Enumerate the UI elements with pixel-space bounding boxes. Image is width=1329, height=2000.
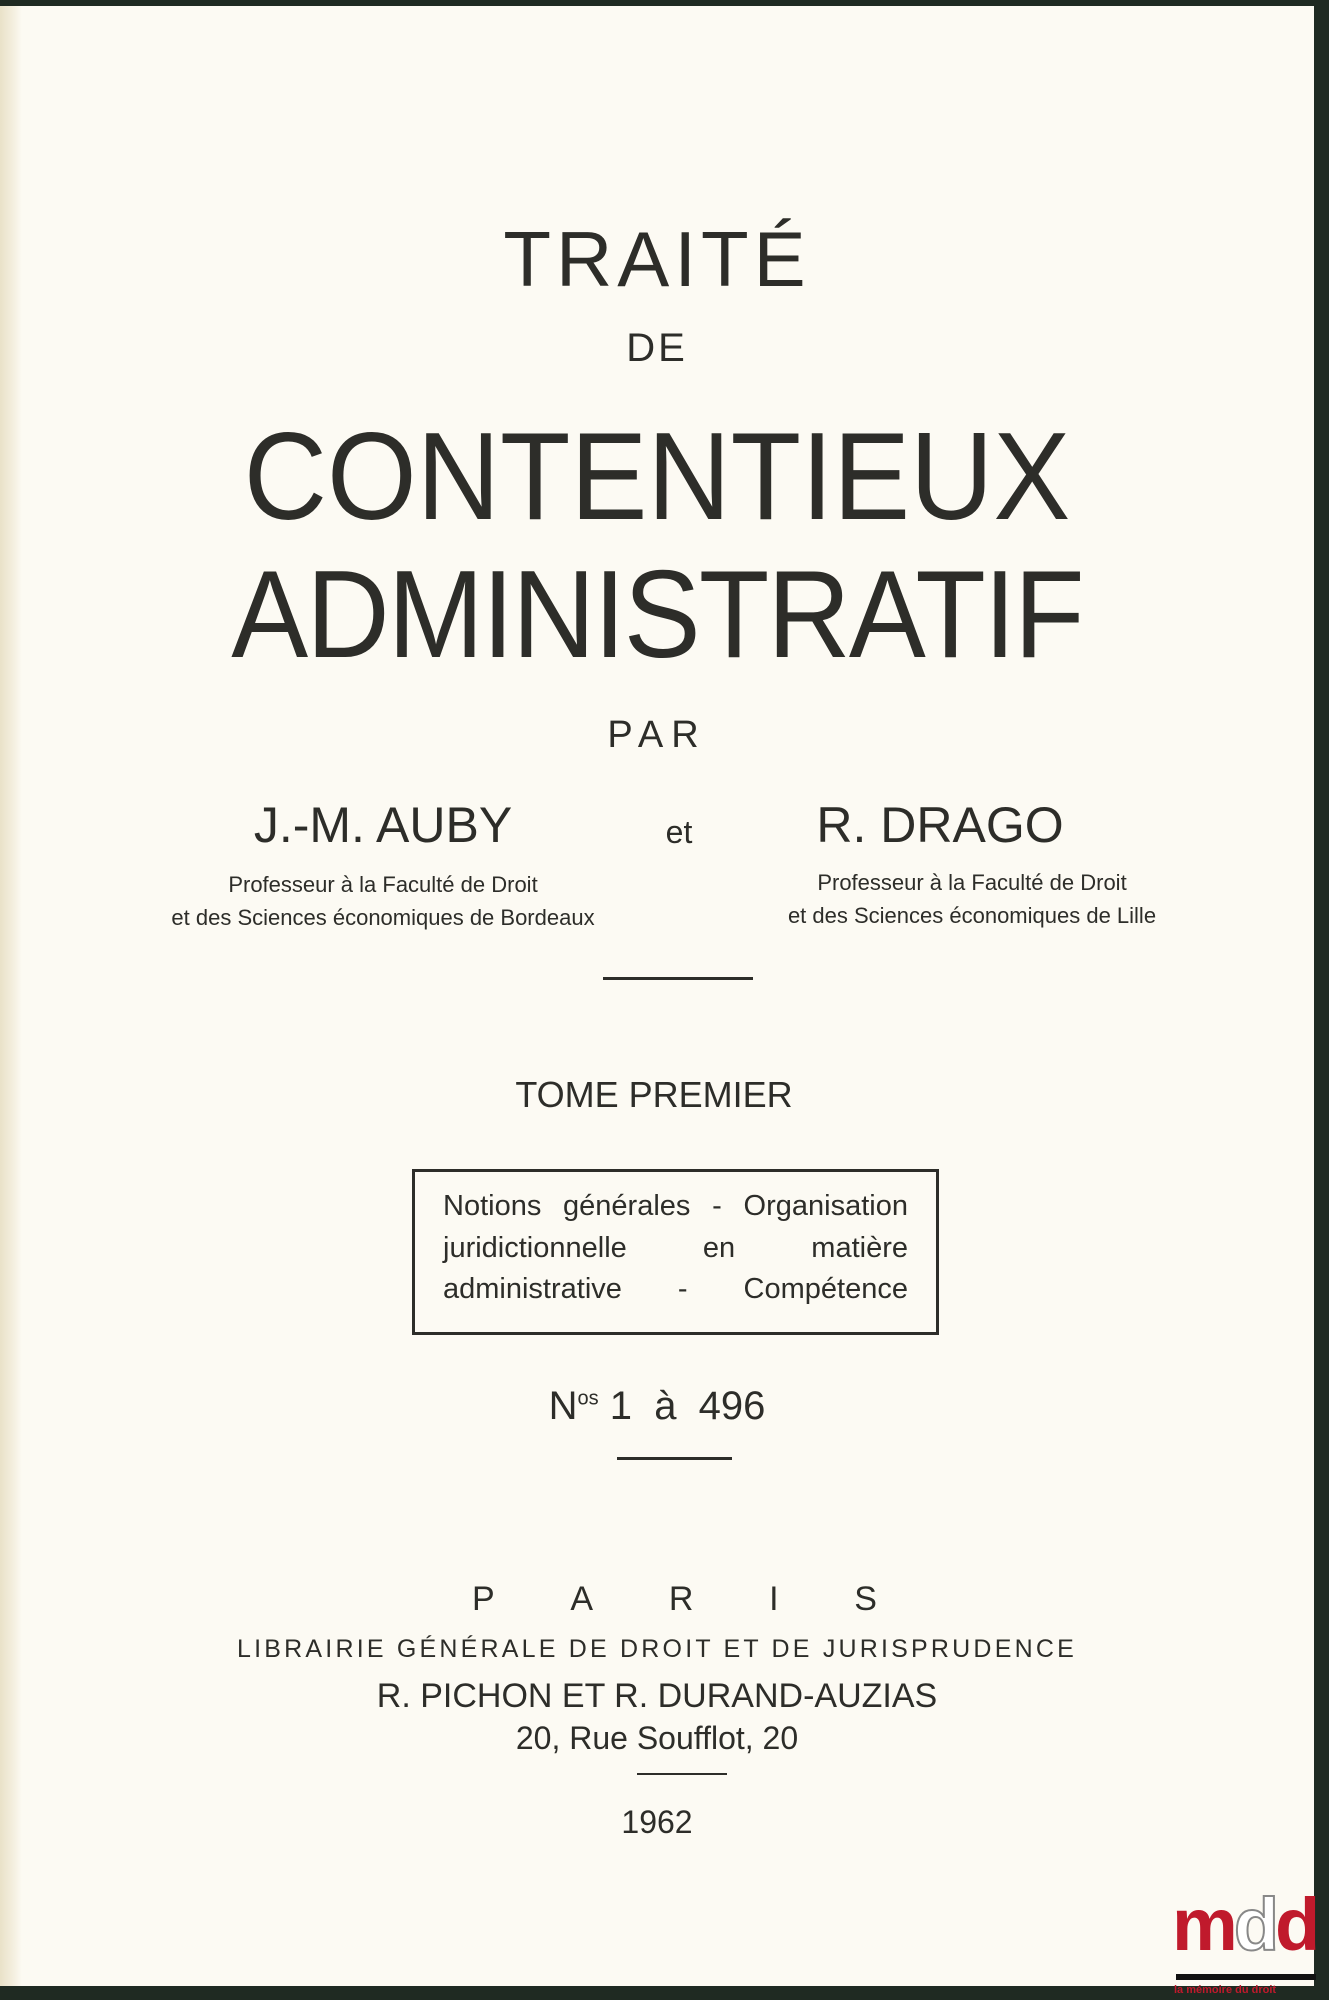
author-name: R. DRAGO [816,797,1064,853]
city-letter: R [668,1580,694,1618]
author-affiliation: et des Sciences économiques de Bordeaux [171,905,595,930]
title-page [0,6,1317,1986]
word: administrative [443,1273,622,1305]
divider [617,1457,732,1460]
city-letter: S [854,1580,877,1618]
author-affiliation: Professeur à la Faculté de Droit [228,872,538,897]
contents-line [443,1232,908,1265]
contents-line [443,1190,908,1223]
word: en [702,1232,736,1264]
city [472,1580,877,1619]
mdd-logo-mark: mdd [1172,1883,1317,1966]
divider [637,1773,727,1775]
word: Compétence [743,1273,908,1305]
par-label: PAR [607,714,707,756]
word: Organisation [743,1190,908,1222]
logo-tagline: la mémoire du droit [1174,1984,1277,1996]
word: - [677,1273,688,1305]
divider [603,977,753,980]
contents-line [443,1273,908,1306]
title-line-administratif: ADMINISTRATIF [231,546,1083,684]
city-letter: I [769,1580,779,1618]
publisher-name: LIBRAIRIE GÉNÉRALE DE DROIT ET DE JURISPRUDENCE [237,1635,1077,1663]
numbers-sup: os [577,1387,599,1410]
word: Notions [443,1190,542,1222]
logo-bar [1176,1974,1316,1980]
city-letter: A [570,1580,594,1618]
title-line-de: DE [626,326,688,370]
author-affiliation: Professeur à la Faculté de Droit [817,870,1127,895]
conjunction: et [665,814,693,850]
publisher-address: 20, Rue Soufflot, 20 [515,1720,799,1756]
numbers-prefix: N [548,1384,578,1428]
word: - [712,1190,722,1222]
city-letter: P [472,1580,495,1618]
numbers-range [0,1384,1314,1429]
publisher-owners: R. PICHON ET R. DURAND-AUZIAS [376,1677,938,1715]
word: générales [563,1190,691,1222]
word: juridictionnelle [443,1232,627,1264]
volume-label: TOME PREMIER [515,1074,793,1115]
title-line-contentieux: CONTENTIEUX [243,408,1071,546]
author-name: J.-M. AUBY [253,797,513,853]
mdd-logo [1172,1883,1322,1998]
title-line-traite: TRAITÉ [503,215,811,303]
numbers-values: 1 à 496 [609,1384,766,1428]
word: matière [811,1232,908,1264]
publication-year: 1962 [621,1804,693,1840]
contents-box [412,1169,939,1335]
author-affiliation: et des Sciences économiques de Lille [787,903,1157,928]
